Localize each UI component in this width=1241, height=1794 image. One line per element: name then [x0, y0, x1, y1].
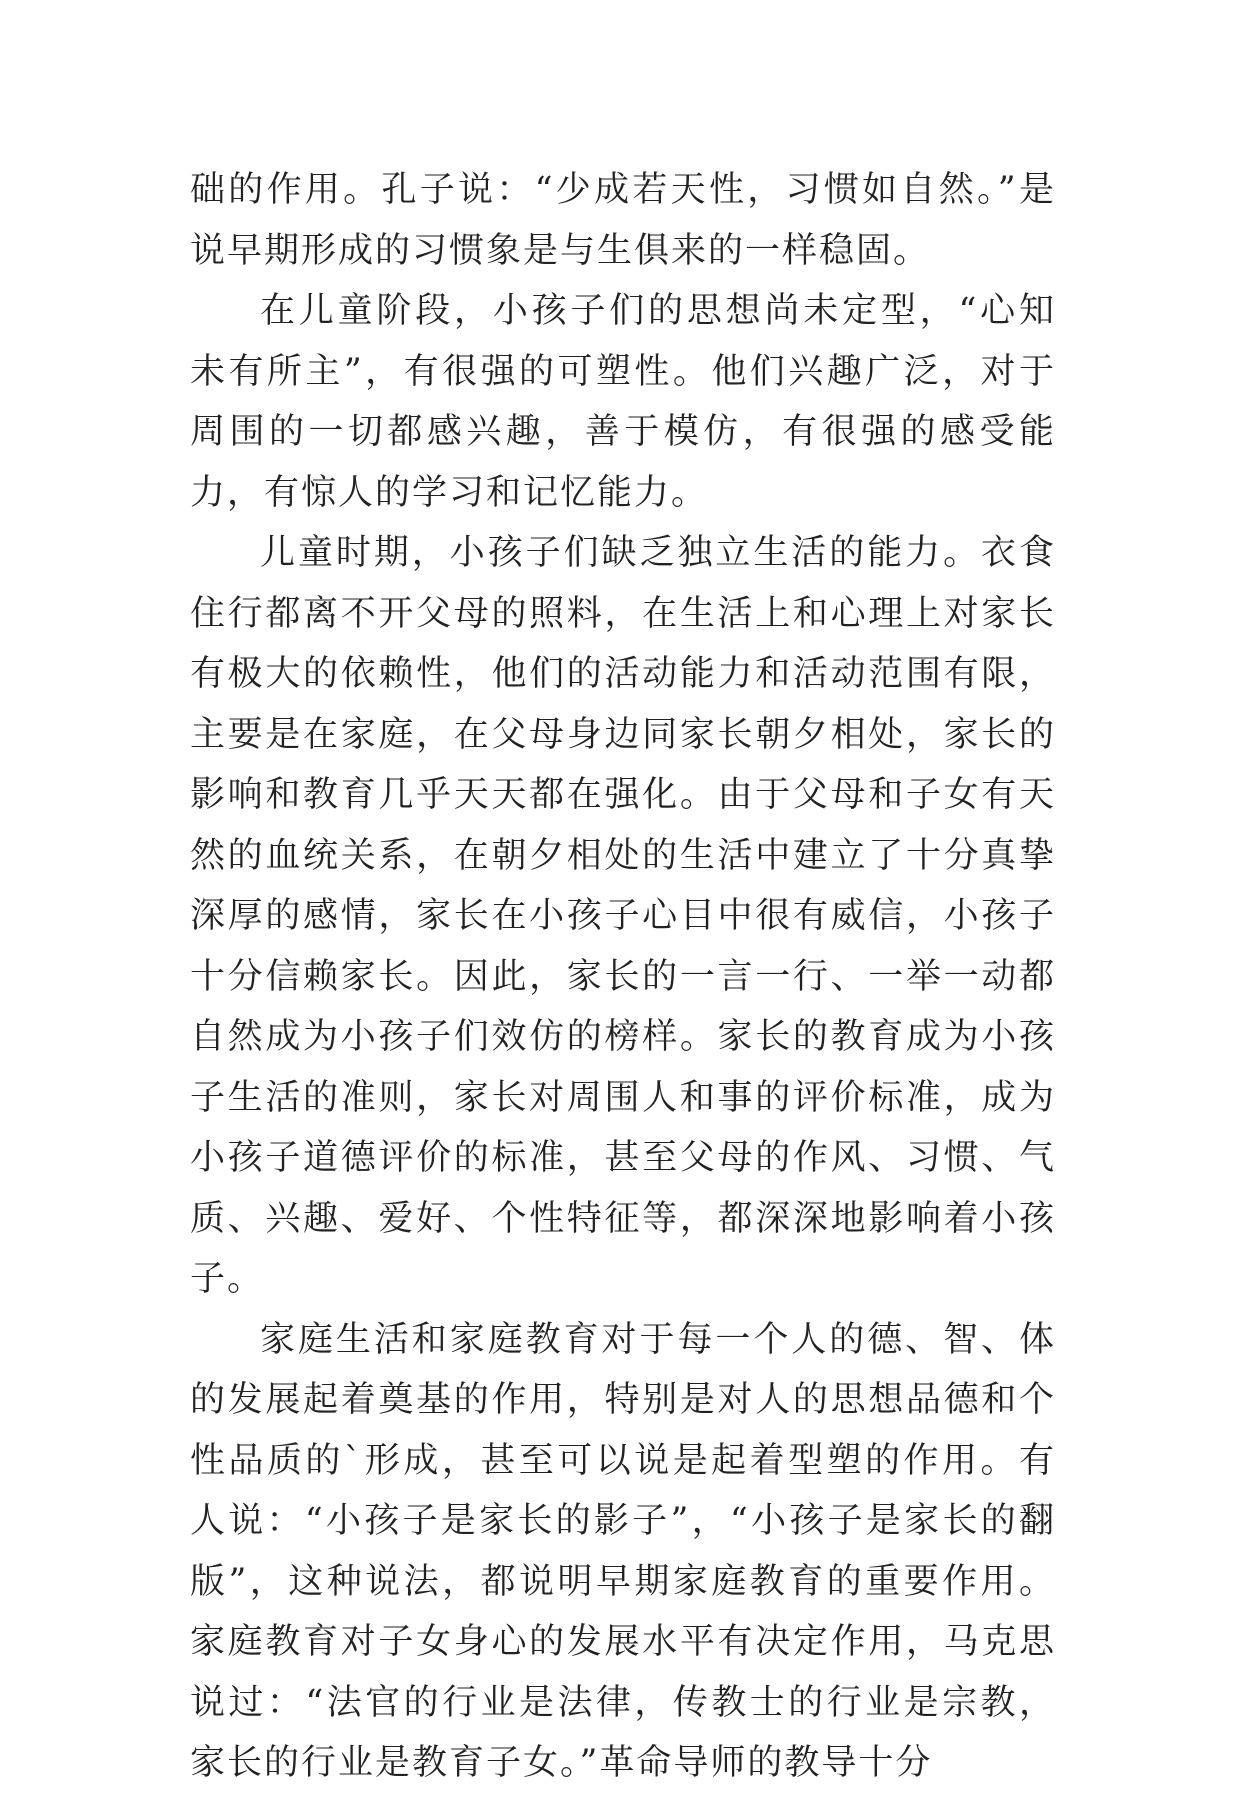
paragraph-1: 础的作用。孔子说：“少成若天性，习惯如自然。”是说早期形成的习惯象是与生俱来的一样稳固。: [190, 170, 1056, 271]
document-body: [190, 160, 1056, 1794]
paragraph-3: 儿童时期，小孩子们缺乏独立生活的能力。衣食住行都离不开父母的照料，在生活上和心理上对家长有极大的依赖性，他们的活动能力和活动范围有限，主要是在家庭，在父母身边同家长朝夕相处，家长的影响和教育几乎天天都在强化。由于父母和子女有天然的血统关系，在朝夕相处的生活中建立了十分真挚深厚的感情，家长在小孩子心目中很有威信，小孩子十分信赖家长。因此，家长的一言一行、一举一动都自然成为小孩子们效仿的榜样。家长的教育成为小孩子生活的准则，家长对周围人和事的评价标准，成为小孩子道德评价的标准，甚至父母的作风、习惯、气质、兴趣、爱好、个性特征等，都深深地影响着小孩子。: [190, 533, 1056, 1299]
paragraph-4: 家庭生活和家庭教育对于每一个人的德、智、体的发展起着奠基的作用，特别是对人的思想品德和个性品质的`形成，甚至可以说是起着型塑的作用。有人说：“小孩子是家长的影子”，“小孩子是家长的翻版”，这种说法，都说明早期家庭教育的重要作用。家庭教育对子女身心的发展水平有决定作用，马克思说过：“法官的行业是法律，传教士的行业是宗教，家长的行业是教育子女。”革命导师的教导十分: [190, 1319, 1056, 1783]
paragraph-2: 在儿童阶段，小孩子们的思想尚未定型，“心知未有所主”，有很强的可塑性。他们兴趣广泛，对于周围的一切都感兴趣，善于模仿，有很强的感受能力，有惊人的学习和记忆能力。: [190, 291, 1056, 513]
